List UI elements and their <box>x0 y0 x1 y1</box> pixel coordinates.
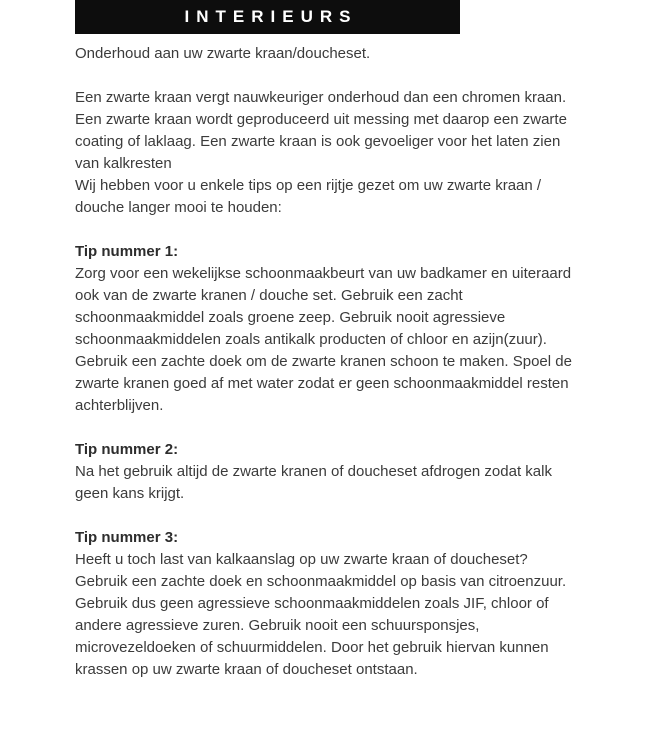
tip-section-3 <box>75 527 575 681</box>
tip-3-body-paragraph-1: Heeft u toch last van kalkaanslag op uw zwarte kraan of doucheset? Gebruik een zachte doek en schoonmaakmiddel op basis van citroenzuur. Gebruik dus geen agressieve schoonmaakmiddelen zoals JIF, chloor of andere agressieve zuren. Gebruik nooit een schuursponsjes, microvezeldoeken of schuurmiddelen. Door het gebruik hiervan kunnen krassen op uw zwarte kraan of doucheset ontstaan. <box>75 551 567 678</box>
tip-1-body-paragraph-2: Gebruik een zachte doek om de zwarte kranen schoon te maken. Spoel de zwarte kranen goed af met water zodat er geen schoonmaakmiddel resten achterblijven. <box>75 353 572 414</box>
tip-2-heading: Tip nummer 2: <box>75 441 179 458</box>
page-title: Onderhoud aan uw zwarte kraan/doucheset. <box>75 45 371 62</box>
description-part-2: Wij hebben voor u enkele tips op een rijtje gezet om uw zwarte kraan / douche langer mooi te houden: <box>75 177 542 216</box>
tip-2-body-paragraph-1: Na het gebruik altijd de zwarte kranen of doucheset afdrogen zodat kalk geen kans krijgt. <box>75 463 552 502</box>
tip-1-body-paragraph-1: Zorg voor een wekelijkse schoonmaakbeurt van uw badkamer en uiteraard ook van de zwarte kranen / douche set. Gebruik een zacht schoonmaakmiddel zoals groene zeep. Gebruik nooit agressieve schoonmaakmiddelen zoals antikalk producten of chloor en azijn(zuur). <box>75 265 572 348</box>
description-paragraph <box>75 87 575 219</box>
tip-1-heading: Tip nummer 1: <box>75 243 179 260</box>
brand-logo-text: INTERIEURS <box>184 7 358 26</box>
brand-banner <box>75 0 460 34</box>
tip-3-heading: Tip nummer 3: <box>75 529 179 546</box>
description-part-1: Een zwarte kraan vergt nauwkeuriger onderhoud dan een chromen kraan. Een zwarte kraan wordt geproduceerd uit messing met daarop een zwarte coating of laklaag. Een zwarte kraan is ook gevoeliger voor het laten zien van kalkresten <box>75 89 567 172</box>
tip-section-2 <box>75 439 575 505</box>
tip-section-1 <box>75 241 575 417</box>
